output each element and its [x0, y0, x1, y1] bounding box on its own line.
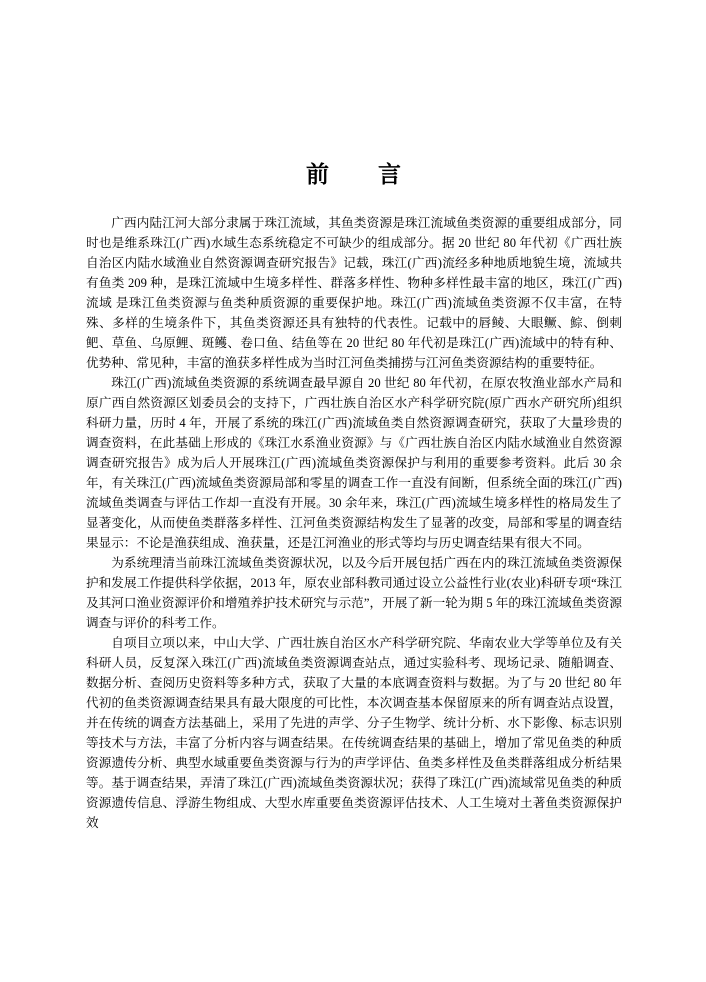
paragraph-1: 广西内陆江河大部分隶属于珠江流域，其鱼类资源是珠江流域鱼类资源的重要组成部分，同时也是维系珠江(广西)水域生态系统稳定不可缺少的组成部分。据 20 世纪 80 年代初《广西壮族自治区内陆水域渔业自然资源调查研究报告》记载，珠江(广西)流经多种地质地貌生境，流域共有鱼类 209 种，是珠江流域中生境多样性、群落多样性、物种多样性最丰富的地区，珠江(广西)流域 是珠江鱼类资源与鱼类种质资源的重要保护地。珠江(广西)流域鱼类资源不仅丰富，在特殊、多样的生境条件下，其鱼类资源还具有独特的代表性。记载中的唇鲮、大眼鳜、鯮、倒刺鲃、草鱼、乌原鲤、斑鳠、卷口鱼、结鱼等在 20 世纪 80 年代初是珠江(广西)流域中的特有种、优势种、常见种，丰富的渔获多样性成为当时江河鱼类捕捞与江河鱼类资源结构的重要特征。: [86, 216, 622, 370]
paragraph-2: 珠江(广西)流域鱼类资源的系统调查最早源自 20 世纪 80 年代初，在原农牧渔业部水产局和原广西自然资源区划委员会的支持下，广西壮族自治区水产科学研究院(原广西水产研究所)组织科研力量，历时 4 年，开展了系统的珠江(广西)流域鱼类自然资源调查研究，获取了大量珍贵的调查资料，在此基础上形成的《珠江水系渔业资源》与《广西壮族自治区内陆水域渔业自然资源调查研究报告》成为后人开展珠江(广西)流域鱼类资源保护与利用的重要参考资料。此后 30 余年，有关珠江(广西)流域鱼类资源局部和零星的调查工作一直没有间断，但系统全面的珠江(广西)流域鱼类调查与评估工作却一直没有开展。30 余年来，珠江(广西)流域生境多样性的格局发生了显著变化，从而使鱼类群落多样性、江河鱼类资源结构发生了显著的改变，局部和零星的调查结果显示：不论是渔获组成、渔获量，还是江河渔业的形式等均与历史调查结果有很大不同。: [86, 376, 622, 550]
document-body: [86, 213, 622, 833]
paragraph-3: 为系统理清当前珠江流域鱼类资源状况，以及今后开展包括广西在内的珠江流域鱼类资源保护和发展工作提供科学依据，2013 年，原农业部科教司通过设立公益性行业(农业)科研专项“珠江及其河口渔业资源评价和增殖养护技术研究与示范”，开展了新一轮为期 5 年的珠江流域鱼类资源调查与评价的科考工作。: [86, 556, 622, 630]
page-title: 前 言: [306, 162, 402, 187]
paragraph-4: 自项目立项以来，中山大学、广西壮族自治区水产科学研究院、华南农业大学等单位及有关科研人员，反复深入珠江(广西)流域鱼类资源调查站点，通过实验科考、现场记录、随船调查、数据分析、查阅历史资料等多种方式，获取了大量的本底调查资料与数据。为了与 20 世纪 80 年代初的鱼类资源调查结果具有最大限度的可比性，本次调查基本保留原来的所有调查站点设置，并在传统的调查方法基础上，采用了先进的声学、分子生物学、统计分析、水下影像、标志识别等技术与方法，丰富了分析内容与调查结果。在传统调查结果的基础上，增加了常见鱼类的种质资源遗传分析、典型水域重要鱼类资源与行为的声学评估、鱼类多样性及鱼类群落组成分析结果等。基于调查结果，弄清了珠江(广西)流域鱼类资源状况；获得了珠江(广西)流域常见鱼类的种质资源遗传信息、浮游生物组成、大型水库重要鱼类资源评估技术、人工生境对土著鱼类资源保护效: [86, 636, 622, 830]
